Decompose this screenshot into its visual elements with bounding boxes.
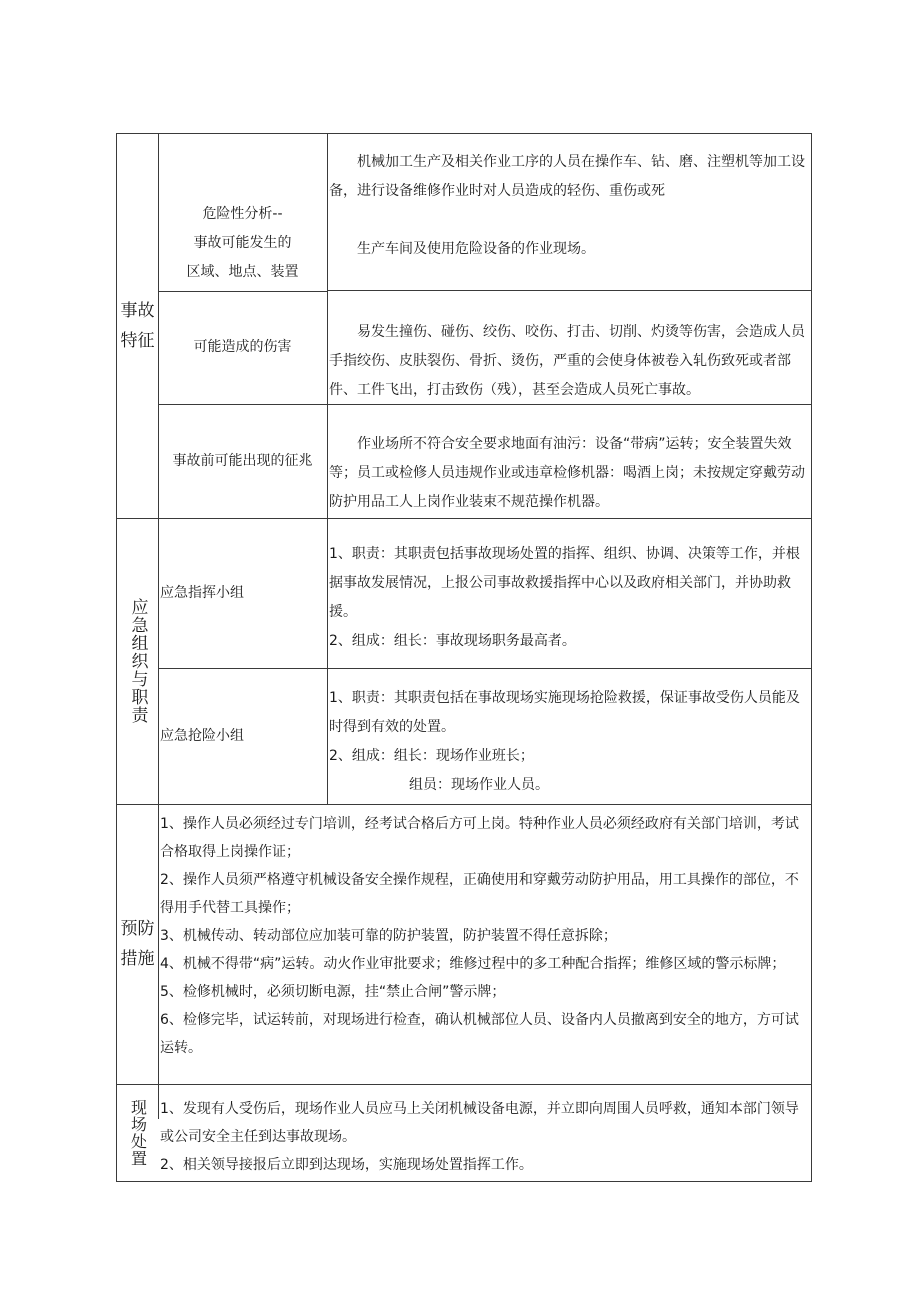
composition-line: 2、组成：组长：现场作业班长；: [329, 748, 534, 764]
command-group-content: [329, 540, 811, 656]
possible-injuries-label: 可能造成的伤害: [193, 339, 292, 355]
command-group-label: 应急指挥小组: [160, 584, 244, 601]
section-divider: [117, 804, 812, 805]
list-item: 1、操作人员必须经过专门培训，经考试合格后方可上岗。特种作业人员必须经政府有关部门培训，考试合格取得上岗操作证；: [160, 816, 799, 860]
hazard-analysis-label: [158, 200, 327, 290]
duty-line: 1、职责：其职责包括事故现场处置的指挥、组织、协调、决策等工作，并根据事故发展情况，上报公司事故救援指挥中心以及政府相关部门，并协助救援。: [329, 546, 800, 620]
label-line: 事故可能发生的: [193, 235, 292, 251]
category-text: 现场处置: [128, 1099, 148, 1167]
list-item: 2、相关领导接报后立即到达现场，实施现场处置指挥工作。: [160, 1157, 533, 1173]
possible-injuries-content: [329, 318, 811, 405]
paragraph: 易发生撞伤、碰伤、绞伤、咬伤、打击、切削、灼烫等伤害，会造成人员手指绞伤、皮肤裂伤、骨折、烫伤，严重的会使身体被卷入轧伤致死或者部件、工件飞出，打击致伤（残），甚至会造成人员死亡事故。: [329, 324, 805, 398]
category-text: 措施: [120, 949, 155, 969]
paragraph: 生产车间及使用危险设备的作业现场。: [357, 241, 595, 257]
members-line: 组员：现场作业人员。: [409, 777, 549, 793]
prevention-category: [117, 804, 158, 1084]
composition-line: 2、组成：组长：事故现场职务最高者。: [329, 633, 576, 649]
list-item: 4、机械不得带“病”运转。动火作业审批要求；维修过程中的多工种配合指挥；维修区域的警示标牌；: [160, 956, 786, 972]
list-item: 1、发现有人受伤后，现场作业人员应马上关闭机械设备电源，并立即向周围人员呼救，通知本部门领导或公司安全主任到达事故现场。: [160, 1101, 799, 1145]
category-text: 事故: [120, 301, 155, 321]
warning-signs-label: 事故前可能出现的征兆: [172, 452, 313, 469]
paragraph: 机械加工生产及相关作业工序的人员在操作车、钻、磨、注塑机等加工设备，进行设备维修作业时对人员造成的轻伤、重伤或死: [329, 154, 805, 199]
category-text: 预防: [120, 919, 155, 939]
category-text: 特征: [120, 331, 155, 351]
hazard-analysis-content: [329, 148, 811, 264]
onsite-category: [117, 1084, 158, 1182]
label-line: 危险性分析--: [202, 206, 283, 222]
label-line: 区域、地点、装置: [186, 264, 299, 280]
rescue-group-content: [329, 684, 811, 800]
rescue-group-label: 应急抢险小组: [160, 727, 244, 744]
list-item: 5、检修机械时，必须切断电源，挂“禁止合闸”警示牌；: [160, 984, 506, 1000]
prevention-list: [160, 810, 811, 1062]
duty-line: 1、职责：其职责包括在事故现场实施现场抢险救援，保证事故受伤人员能及时得到有效的处置。: [329, 690, 800, 735]
procedure-table: [116, 133, 812, 1182]
row-divider: [327, 290, 812, 291]
warning-signs-content: [329, 430, 811, 517]
paragraph: 作业场所不符合安全要求地面有油污：设备“带病”运转；安全装置失效等；员工或检修人员违规作业或违章检修机器：喝酒上岗；未按规定穿戴劳动防护用品工人上岗作业装束不规范操作机器。: [329, 436, 805, 510]
list-item: 3、机械传动、转动部位应加装可靠的防护装置，防护装置不得任意拆除；: [160, 928, 617, 944]
onsite-list: [160, 1095, 811, 1179]
label-divider: [327, 134, 328, 804]
section-divider: [117, 1084, 812, 1085]
accident-category: [117, 134, 158, 518]
category-text: 应急组织与职责: [127, 598, 148, 724]
list-item: 2、操作人员须严格遵守机械设备安全操作规程，正确使用和穿戴劳动防护用品，用工具操作的部位，不得用手代替工具操作；: [160, 872, 799, 916]
emergency-category: [117, 518, 158, 804]
list-item: 6、检修完毕，试运转前，对现场进行检查，确认机械部位人员、设备内人员撤离到安全的地方，方可试运转。: [160, 1012, 799, 1056]
